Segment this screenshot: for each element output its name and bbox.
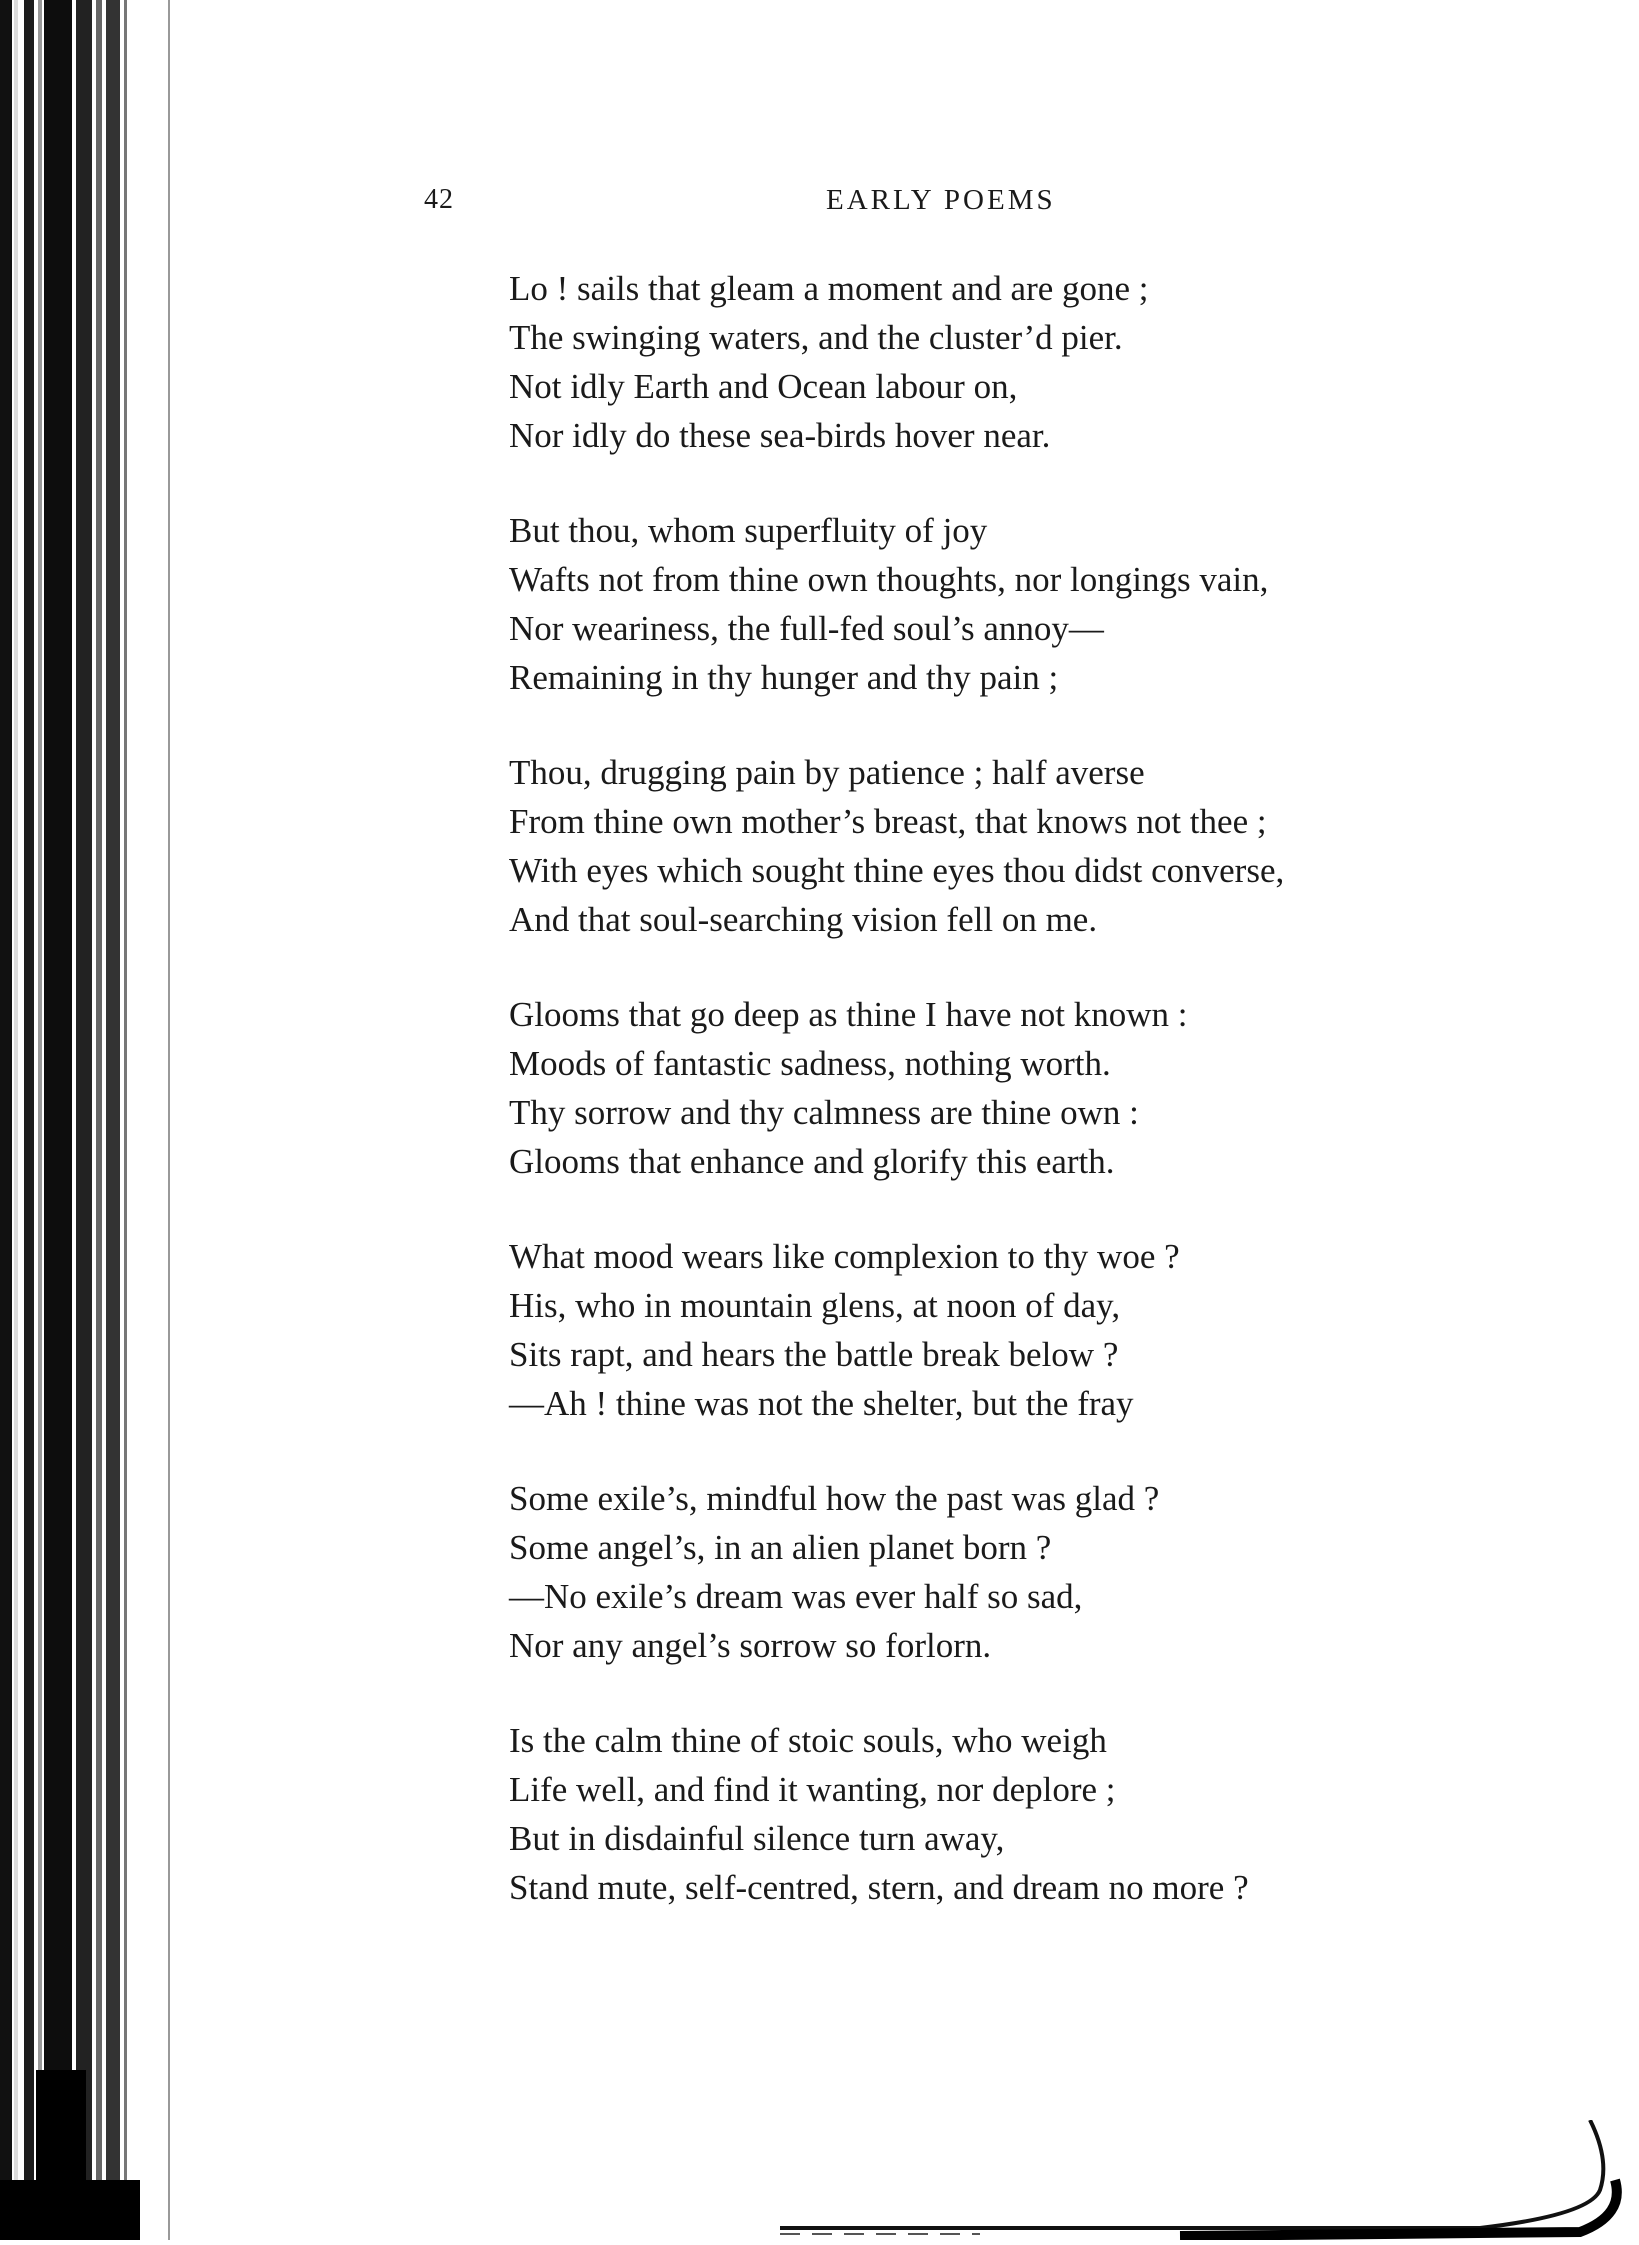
poem-line: Nor weariness, the full-fed soul’s annoy— [509,609,1104,648]
poem-line: Not idly Earth and Ocean labour on, [509,367,1018,406]
poem-line: Thy sorrow and thy calmness are thine own : [509,1093,1139,1132]
stanza [509,748,1549,944]
poem-line: Lo ! sails that gleam a moment and are gone ; [509,269,1149,308]
stanza [509,1232,1549,1428]
poem-line: And that soul-searching vision fell on me. [509,900,1098,939]
poem-line: But thou, whom superfluity of joy [509,511,988,550]
poem-line: From thine own mother’s breast, that knows not thee ; [509,802,1267,841]
poem-line: His, who in mountain glens, at noon of day, [509,1286,1121,1325]
page-number: 42 [424,184,454,215]
poem-line: Thou, drugging pain by patience ; half averse [509,753,1145,792]
stanza [509,506,1549,702]
book-gutter [0,0,180,2240]
poem-line: —No exile’s dream was ever half so sad, [509,1577,1083,1616]
poem-line: Some exile’s, mindful how the past was glad ? [509,1479,1160,1518]
poem-line: Wafts not from thine own thoughts, nor longings vain, [509,560,1269,599]
poem-line: Glooms that go deep as thine I have not known : [509,995,1188,1034]
running-head: EARLY POEMS [826,184,1056,216]
poem-line: The swinging waters, and the cluster’d pier. [509,318,1123,357]
poem-line: Some angel’s, in an alien planet born ? [509,1528,1052,1567]
poem-line: Nor any angel’s sorrow so forlorn. [509,1626,992,1665]
poem-line: With eyes which sought thine eyes thou didst converse, [509,851,1285,890]
poem-line: Sits rapt, and hears the battle break below ? [509,1335,1119,1374]
poem-line: But in disdainful silence turn away, [509,1819,1005,1858]
page-edge-shadow [780,2120,1639,2240]
poem-line: Is the calm thine of stoic souls, who weigh [509,1721,1107,1760]
poem-line: Nor idly do these sea-birds hover near. [509,416,1051,455]
stanza [509,264,1549,460]
poem-body [509,264,1549,1958]
poem-line: Stand mute, self-centred, stern, and dream no more ? [509,1868,1249,1907]
stanza [509,1716,1549,1912]
stanza [509,1474,1549,1670]
poem-line: Glooms that enhance and glorify this earth. [509,1142,1115,1181]
poem-line: What mood wears like complexion to thy woe ? [509,1237,1180,1276]
poem-line: —Ah ! thine was not the shelter, but the fray [509,1384,1134,1423]
poem-line: Life well, and find it wanting, nor deplore ; [509,1770,1116,1809]
poem-line: Moods of fantastic sadness, nothing worth. [509,1044,1111,1083]
stanza [509,990,1549,1186]
poem-line: Remaining in thy hunger and thy pain ; [509,658,1059,697]
